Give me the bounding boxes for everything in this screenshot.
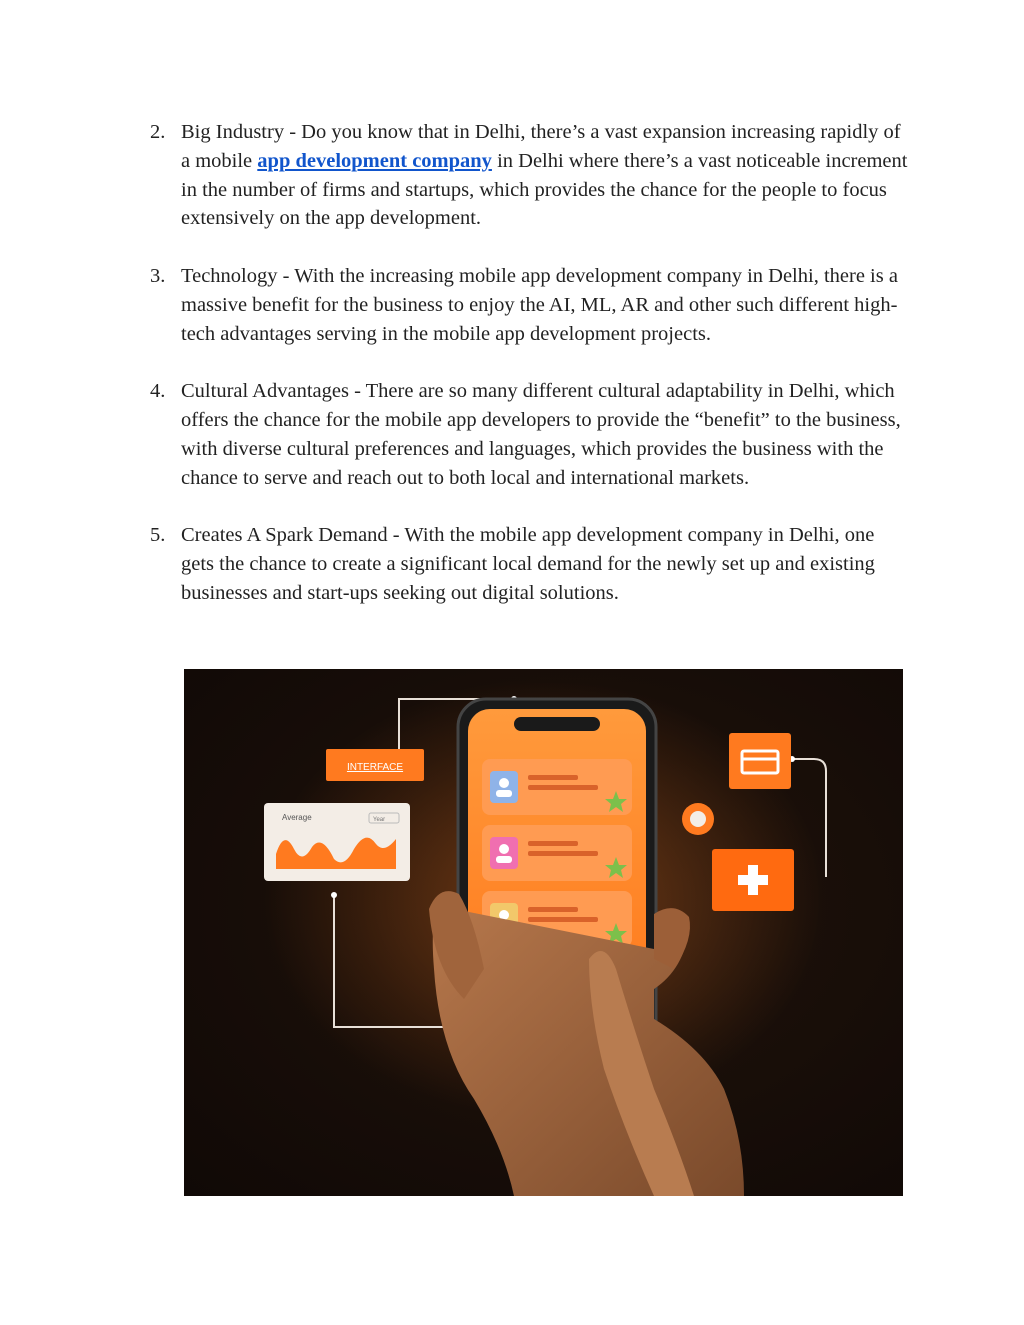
- list-number: 4.: [150, 380, 166, 403]
- list-text: Cultural Advantages - There are so many different cultural adaptability in Delhi, which offers the chance for the mobile app developers to provide the “benefit” to the business, with diverse cultural preferences and languages, which provides the business with the chance to serve and reach out to both local and international markets.: [181, 380, 901, 489]
- plus-icon: [712, 849, 794, 911]
- list-number: 5.: [150, 524, 166, 547]
- list-text: Creates A Spark Demand - With the mobile app development company in Delhi, one gets the chance to create a significant local demand for the newly set up and existing businesses and start-ups seeking out digital solutions.: [181, 524, 875, 604]
- numbered-list: [150, 118, 910, 636]
- interface-tag-icon: [326, 749, 424, 781]
- list-item: [150, 521, 910, 607]
- list-item: [150, 377, 910, 492]
- list-number: 3.: [150, 264, 166, 287]
- list-text-lead: Big Industry - Do you know that in Delhi, there’s a vast expansion increasing rapidly of a mobile: [181, 121, 901, 172]
- list-card: [482, 825, 632, 881]
- mobile-app-illustration: [184, 669, 903, 1196]
- app-development-company-link[interactable]: app development company: [257, 149, 492, 172]
- average-chart-card-icon: [264, 803, 410, 881]
- list-text: Technology - With the increasing mobile app development company in Delhi, there is a massive benefit for the business to enjoy the AI, ML, AR and other such different high-tech advantages serving in the mobile app development projects.: [181, 264, 898, 345]
- list-item: [150, 262, 910, 348]
- list-card: [482, 759, 632, 815]
- donut-chart-icon: [682, 803, 714, 835]
- user-avatar-icon: [490, 771, 518, 803]
- list-item: [150, 118, 910, 233]
- chart-card-title: Average: [282, 813, 312, 822]
- illustration-svg: [184, 669, 903, 1196]
- list-number: 2.: [150, 121, 166, 143]
- list-text-tail: in Delhi where there’s a vast noticeable increment in the number of firms and startups, which provides the chance for the people to focus extensively on the app development.: [181, 149, 908, 230]
- interface-label: INTERFACE: [346, 762, 404, 773]
- chart-card-dropdown: Year: [373, 817, 386, 823]
- user-avatar-icon: [490, 837, 518, 869]
- credit-card-icon: [729, 733, 791, 789]
